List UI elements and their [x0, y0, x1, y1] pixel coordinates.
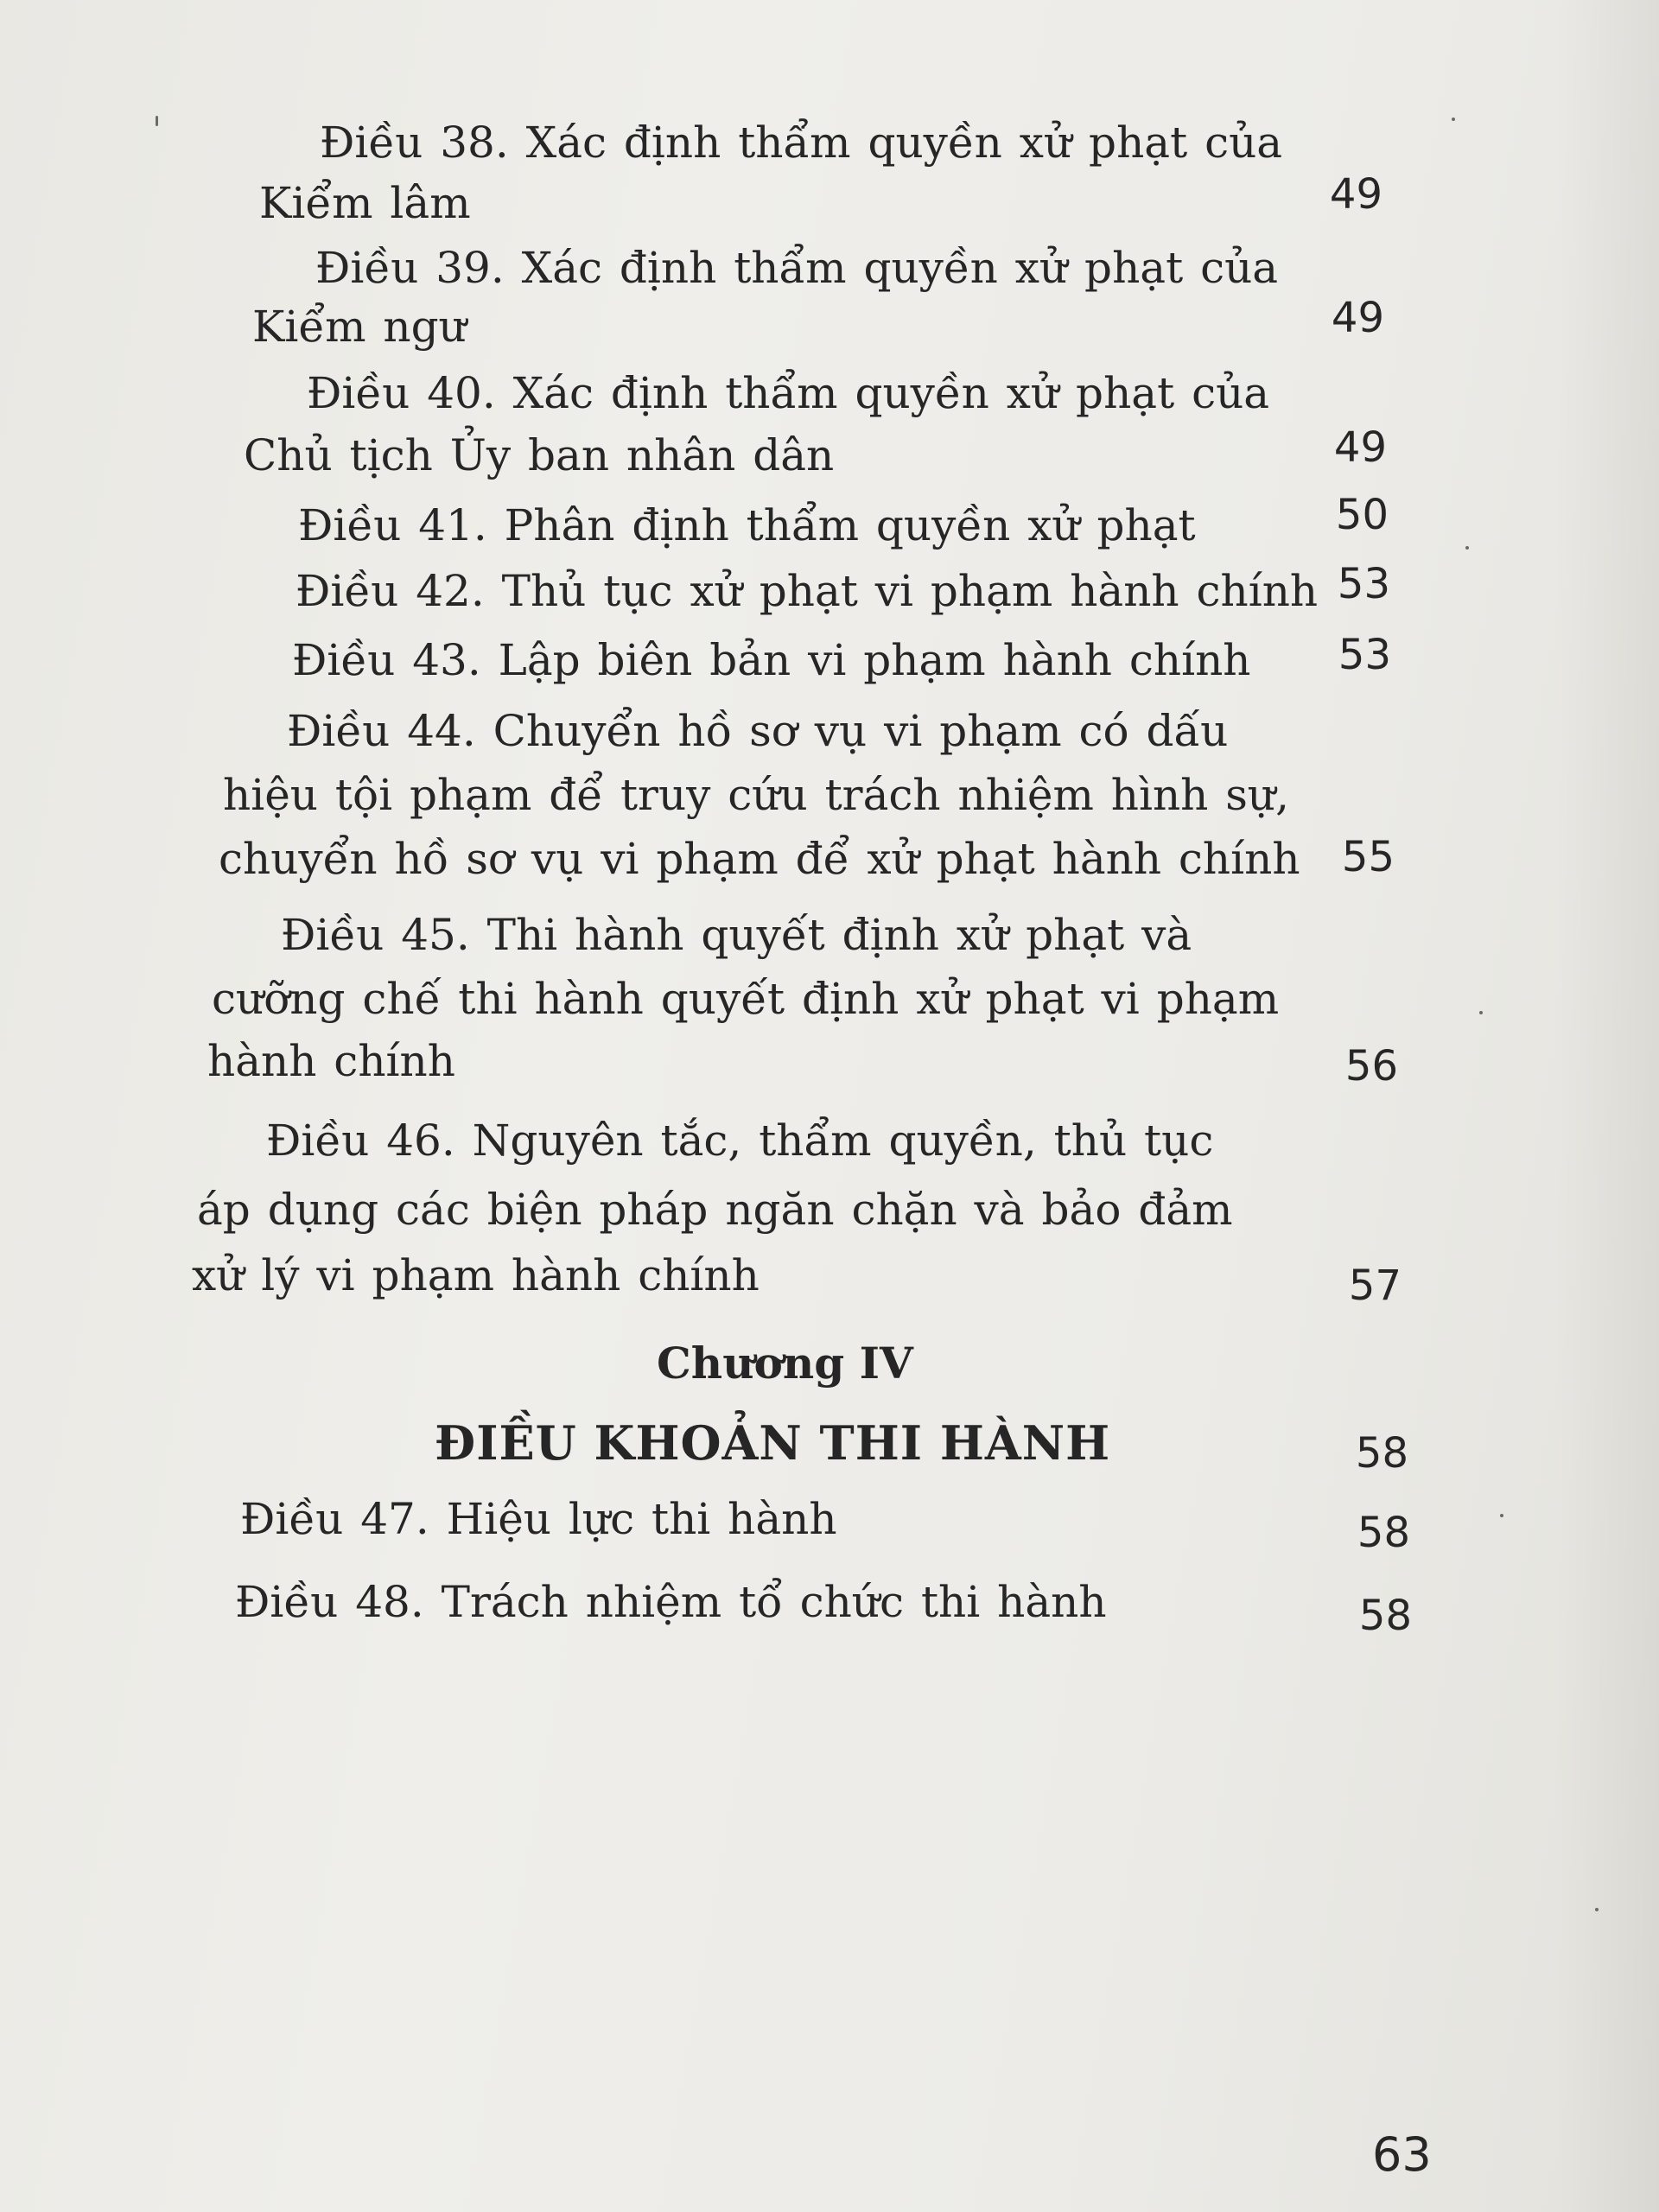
paper-speck: [1465, 546, 1469, 550]
toc-entry-line: Điều 48. Trách nhiệm tổ chức thi hành: [235, 1577, 1107, 1627]
toc-entry-line: chuyển hồ sơ vụ vi phạm để xử phạt hành chính: [219, 834, 1300, 884]
toc-entry-line: Điều 45. Thi hành quyết định xử phạt và: [281, 910, 1192, 960]
toc-page-number: 49: [1329, 170, 1382, 219]
paper-speck: [1595, 1908, 1599, 1911]
paper-speck: [1500, 1514, 1503, 1517]
toc-entry-line: Điều 47. Hiệu lực thi hành: [240, 1494, 837, 1544]
toc-entry-line: Điều 43. Lập biên bản vi phạm hành chính: [292, 635, 1251, 685]
toc-page-number: 57: [1348, 1262, 1402, 1310]
toc-entry-line: Kiểm ngư: [252, 302, 467, 352]
toc-entry-line: hiệu tội phạm để truy cứu trách nhiệm hình sự,: [223, 770, 1290, 820]
page-shadow: [1555, 0, 1659, 2212]
page-number: 63: [1372, 2127, 1432, 2182]
paper-speck: [1452, 118, 1455, 121]
toc-page-number: 53: [1337, 560, 1390, 608]
toc-page-number: 55: [1341, 833, 1395, 881]
toc-page-number: 53: [1338, 631, 1391, 679]
toc-entry-line: Điều 42. Thủ tục xử phạt vi phạm hành chính: [296, 566, 1319, 616]
toc-entry-line: cưỡng chế thi hành quyết định xử phạt vi phạm: [212, 974, 1280, 1024]
toc-page-number: 58: [1358, 1592, 1412, 1640]
toc-entry-line: Điều 44. Chuyển hồ sơ vụ vi phạm có dấu: [287, 706, 1229, 756]
toc-entry-line: Điều 41. Phân định thẩm quyền xử phạt: [298, 500, 1196, 550]
toc-entry-line: Kiểm lâm: [259, 178, 471, 228]
toc-entry-line: Điều 39. Xác định thẩm quyền xử phạt của: [315, 243, 1279, 293]
toc-page-number: 56: [1344, 1042, 1398, 1090]
toc-page-number: 49: [1333, 423, 1387, 472]
toc-entry-line: áp dụng các biện pháp ngăn chặn và bảo đảm: [197, 1185, 1233, 1235]
paper-speck: [1479, 1011, 1483, 1014]
toc-entry-line: Điều 40. Xác định thẩm quyền xử phạt của: [307, 368, 1270, 418]
toc-entry-line: Chủ tịch Ủy ban nhân dân: [244, 430, 835, 480]
toc-page-number: 58: [1357, 1509, 1410, 1557]
chapter-label: Chương IV: [657, 1338, 913, 1389]
toc-entry-line: hành chính: [207, 1036, 455, 1086]
toc-page-number: 49: [1331, 294, 1384, 342]
toc-page-number: 50: [1335, 491, 1389, 539]
toc-page-number: 58: [1355, 1429, 1408, 1478]
toc-entry-line: xử lý vi phạm hành chính: [192, 1250, 760, 1300]
toc-entry-line: Điều 46. Nguyên tắc, thẩm quyền, thủ tục: [266, 1116, 1214, 1166]
chapter-title: ĐIỀU KHOẢN THI HÀNH: [435, 1415, 1111, 1471]
toc-entry-line: Điều 38. Xác định thẩm quyền xử phạt của: [320, 118, 1283, 168]
paper-speck: [156, 116, 158, 126]
